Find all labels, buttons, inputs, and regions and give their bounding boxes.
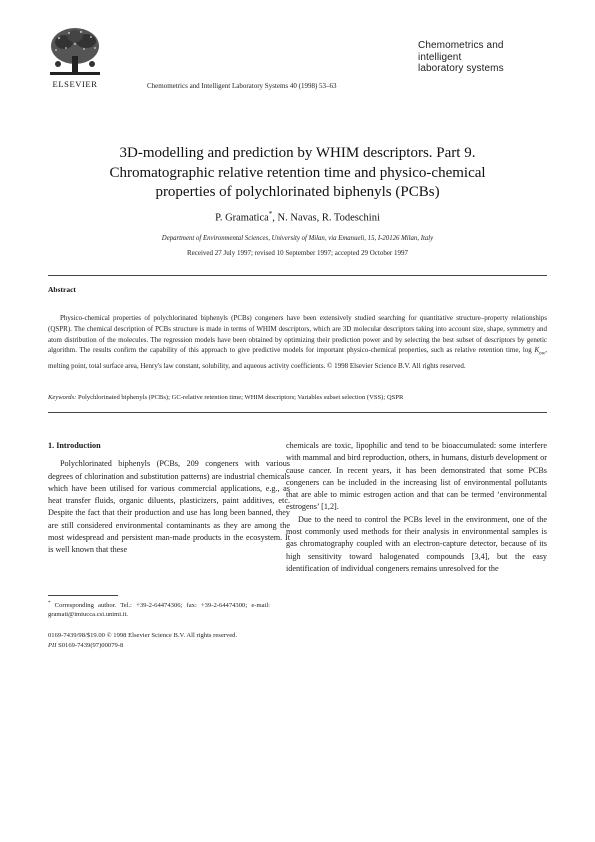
abstract-bottom-rule [48, 412, 547, 413]
author-list [40, 210, 555, 224]
abstract-text: Physico-chemical properties of polychlorinated biphenyls (PCBs) congeners have been extensively studied searching for quantitative structure–property relationships (QSPR). The chemical description of PCBs structure is made in terms of WHIM descriptors, which are 3D molecular descriptors taking into account size, shape, symmetry and atom distribution of the molecules. The regression models have been obtained by optimizing their prediction power and by selecting the best subset of descriptors by genetic algorithm. The results confirm the capability of this approach to give predictive models for important physico-chemical properties, such as relative retention time, $\log K_{ow}$, melting point, total surface area, Henry's law constant, solubility, and aqueous activity coefficients. © 1998 Elsevier Science B.V. All rights reserved. [48, 314, 547, 370]
journal-citation: Chemometrics and Intelligent Laboratory Systems 40 (1998) 53–63 [147, 82, 337, 90]
affiliation: Department of Environmental Sciences, University of Milan, via Emanueli, 15, I-20126 Milan, Italy [161, 235, 434, 242]
publisher-name: ELSEVIER [52, 79, 98, 89]
corresponding-author-footnote [48, 599, 270, 619]
elsevier-tree-logo [44, 24, 106, 80]
journal-brand [418, 40, 504, 75]
author-corresponding: P. Gramatica [215, 212, 269, 224]
keywords-list: Polychlorinated biphenyls (PCBs); GC-relative retention time; WHIM descriptors; Variables subset selection (VSS); QSPR [77, 394, 404, 401]
pii-value: S0169-7439(97)00079-8 [58, 642, 124, 649]
title-line-2: Chromatographic relative retention time and physico-chemical [109, 164, 486, 181]
abstract-heading: Abstract [48, 285, 76, 294]
journal-brand-line-3: laboratory systems [418, 63, 504, 74]
corresponding-mark: * [268, 210, 273, 218]
body-right-column [286, 440, 547, 575]
intro-paragraph-2: Due to the need to control the PCBs level in the environment, one of the most commonly used methods for their analysis in environmental samples is gas chromatography coupled with an electron-capture detector, because of its high sensitivity toward halogenated compounds [3,4], but the easy identification of individual congeners remains unresolved for the [286, 514, 547, 573]
keywords [48, 394, 547, 401]
footnote-mark: * [48, 601, 51, 606]
pii-line [48, 642, 123, 649]
journal-brand-line-1: Chemometrics and [418, 40, 504, 51]
footnote-rule [48, 595, 118, 596]
pii-label: PII [48, 642, 57, 649]
intro-paragraph-1: Polychlorinated biphenyls (PCBs, 209 congeners with various degrees of chlorination and substitution patterns) are industrial chemicals which have been utilised for various commercial applications, e.g., as heat transfer fluids, organic diluents, plasticizers, paint additives, etc. Despite the fact that their production and use has long been banned, they are still considered environmental contaminants as they are among the most widespread and persistent man-made products in the ecosystem. It is well known that these [48, 459, 290, 555]
section-heading-introduction: 1. Introduction [48, 441, 101, 450]
footnote-text: Corresponding author. Tel.: +39-2-64474306; fax: +39-2-64474300; e-mail: gramati@imiucca.csi.unimi.it. [48, 602, 270, 619]
copyright-line: 0169-7439/98/$19.00 © 1998 Elsevier Science B.V. All rights reserved. [48, 632, 238, 639]
authors-rest: , N. Navas, R. Todeschini [272, 212, 380, 224]
article-title [40, 144, 555, 203]
keywords-label: Keywords: [48, 394, 77, 401]
abstract-top-rule [48, 275, 547, 276]
title-line-1: 3D-modelling and prediction by WHIM descriptors. Part 9. [119, 145, 476, 161]
intro-paragraph-1-continued: chemicals are toxic, lipophilic and tend to be bioaccumulated: some interfere with mammal and bird reproduction, others, in humans, disturb development or cause cancer. In recent years, it has been demonstrated that some PCBs congeners can be included in the increasing list of environmental pollutants that are able to mimic estrogen action and that can be termed ‘environmental estrogens’ [1,2]. [286, 441, 547, 512]
journal-brand-line-2: intelligent [418, 51, 462, 63]
title-line-3: properties of polychlorinated biphenyls (PCBs) [155, 184, 440, 200]
body-left-column [48, 440, 290, 557]
received-dates: Received 27 July 1997; revised 10 September 1997; accepted 29 October 1997 [186, 249, 409, 257]
